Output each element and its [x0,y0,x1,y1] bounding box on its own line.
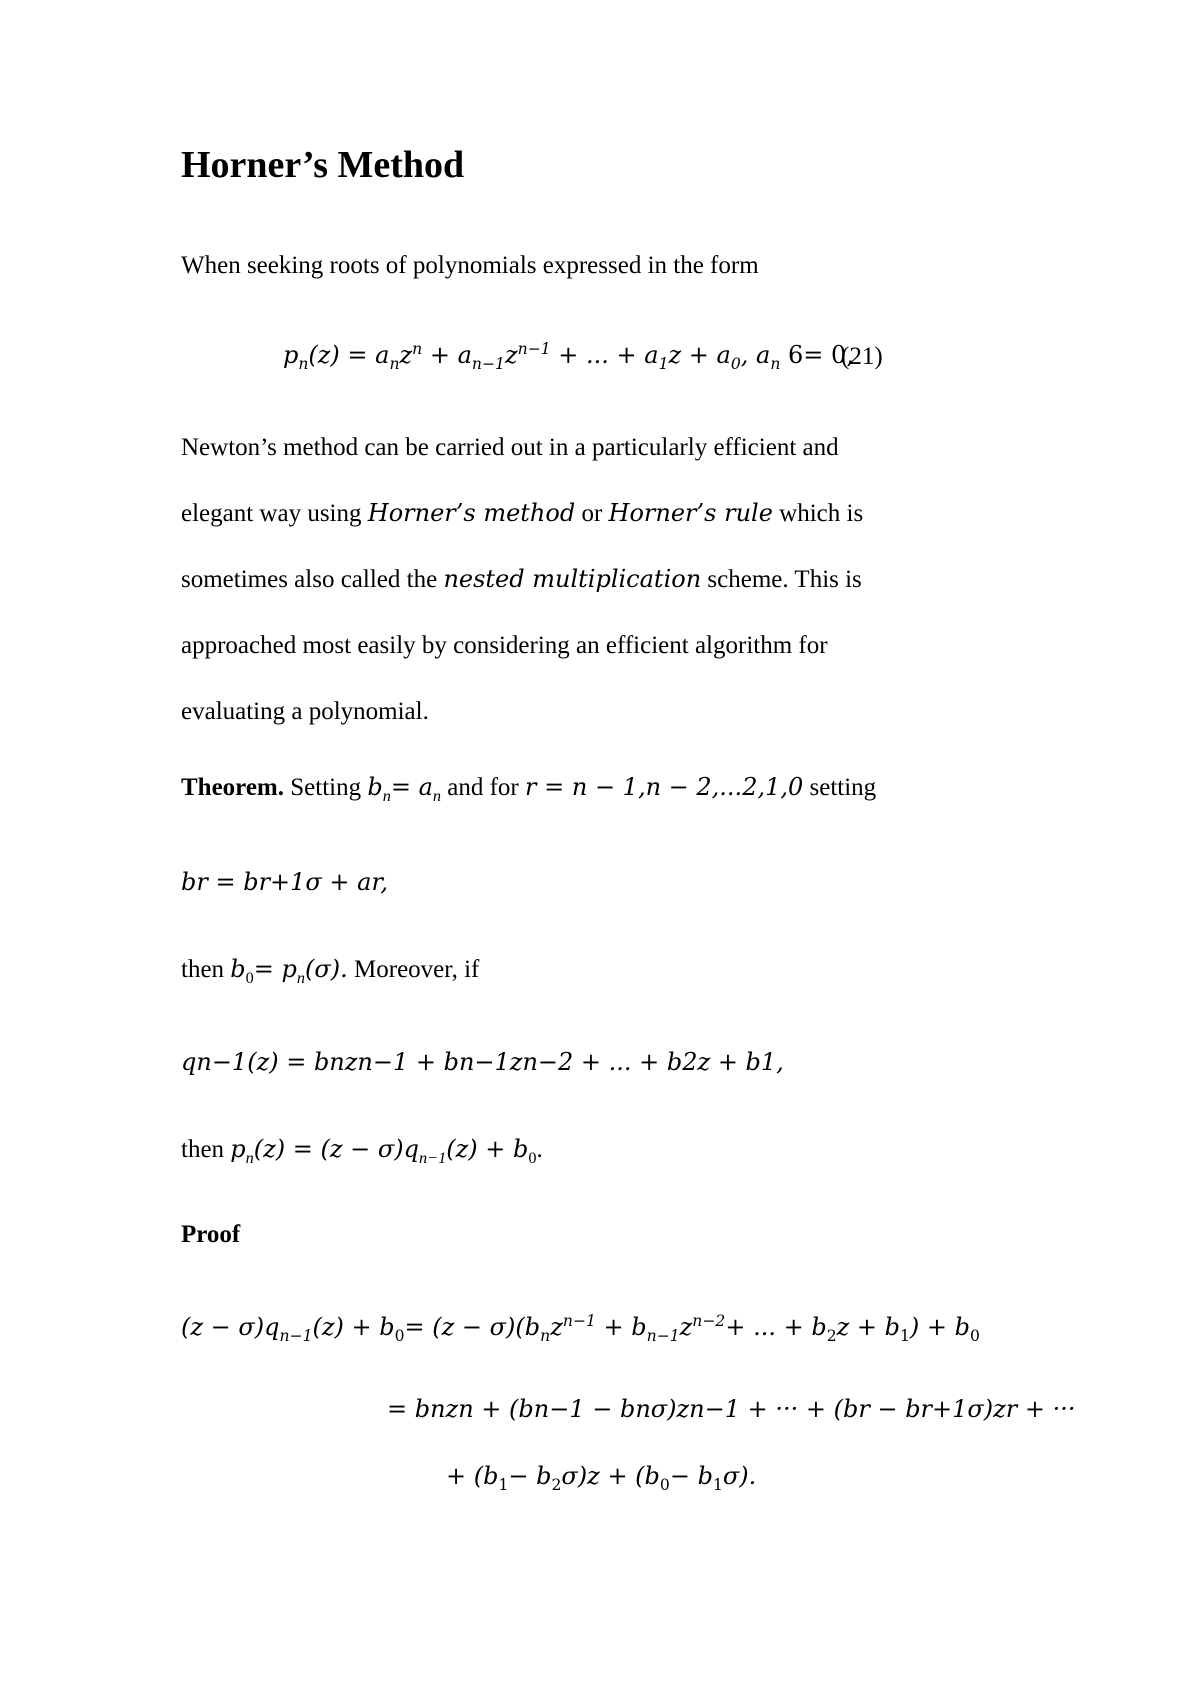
recurrence-formula: br = br+1σ + ar, [181,868,388,896]
equation-number: (21) [841,343,883,370]
paragraph-line-3: sometimes also called the nested multiplication scheme. This is [181,565,862,593]
paragraph-line-4: approached most easily by considering an efficient algorithm for [181,632,828,659]
proof-line-3: + $(b_1- b_2\sigma)z + (b_0- b_1\sigma)$. [446,1462,757,1494]
then-b0-line: then $b_0= p_n(\sigma)$. Moreover, if [181,955,480,987]
proof-line-1: $(z - \sigma)q_{n-1}(z) + b_0= (z - \sigma)(b_nz^{n-1} + b_{n-1}z^{n-2}+$ ... + $b_2z + b_1) + b_0$ [181,1312,980,1345]
proof-heading: Proof [181,1221,241,1248]
q-definition: qn−1(z) = bnzn−1 + bn−1zn−2 + ... + b2z + b1, [181,1048,784,1076]
paragraph-line-5: evaluating a polynomial. [181,698,429,725]
proof-line-2: = bnzn + (bn−1 − bnσ)zn−1 + ··· + (br − br+1σ)zr + ··· [387,1395,1076,1423]
equation-21: $p_n(z) = a_nz^n + a_{n-1}z^{n-1}$ + ... + $a_1z + a_0$, $a_n$ 6= 0, [283,340,854,373]
intro-text: When seeking roots of polynomials expressed in the form [181,252,759,279]
then-pn-line: then $p_n(z) = (z - \sigma)q_{n-1}(z) + b_0$. [181,1135,543,1167]
page-title: Horner’s Method [181,144,465,186]
theorem-statement: Theorem. Setting $b_n= a_n$ and for r = n − 1,n − 2,...2,1,0 setting [181,773,877,805]
paragraph-line-1: Newton’s method can be carried out in a particularly efficient and [181,434,839,461]
paragraph-line-2: elegant way using Horner’s method or Horner’s rule which is [181,499,864,527]
